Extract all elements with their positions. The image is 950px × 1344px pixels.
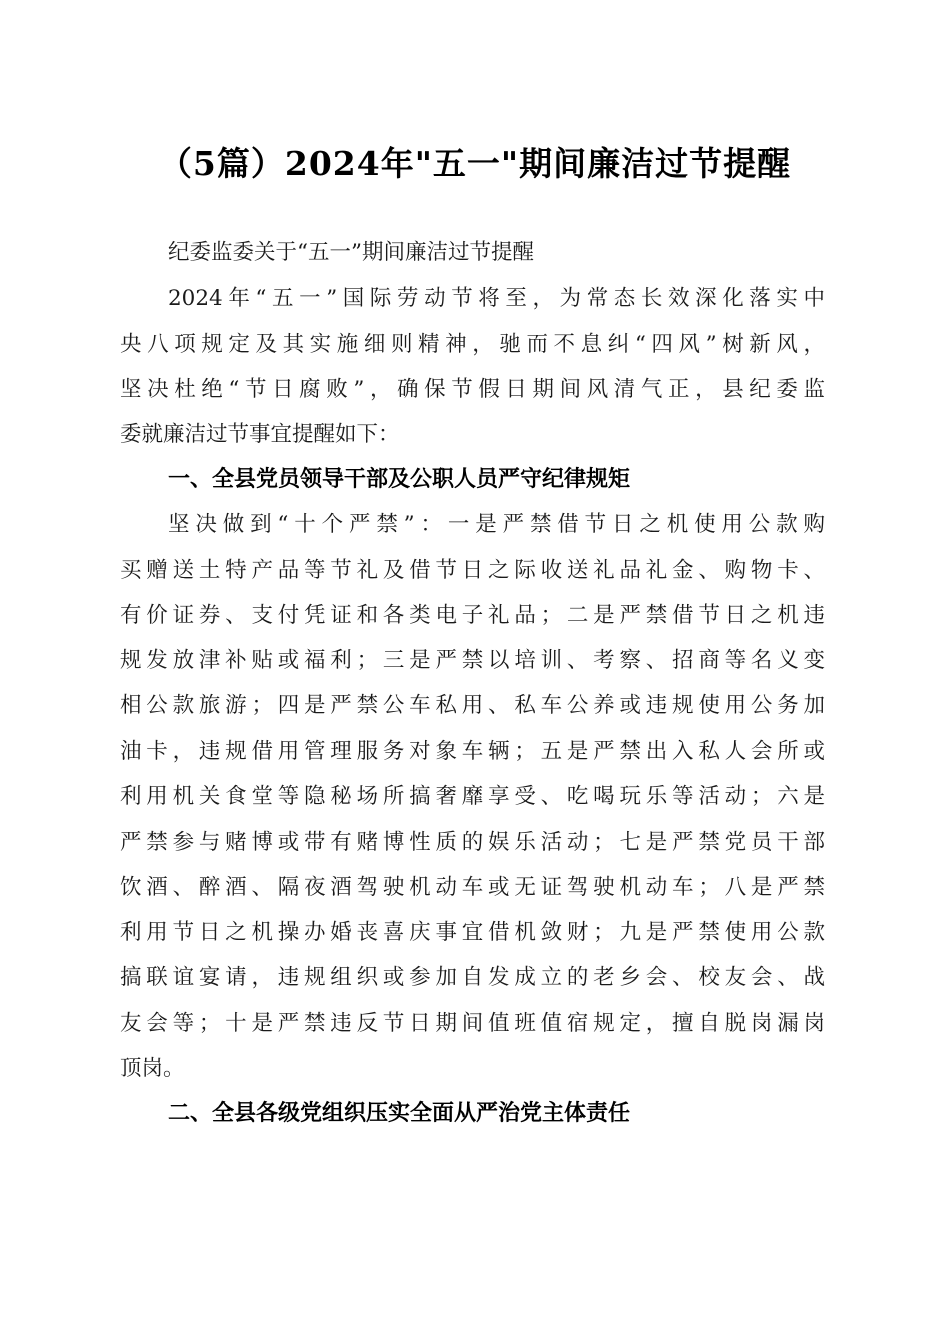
body-line: 严禁参与赌博或带有赌博性质的娱乐活动；七是严禁党员干部: [120, 830, 825, 855]
body-line: 坚决做到“十个严禁”：一是严禁借节日之机使用公款购: [168, 512, 825, 537]
body-line: 饮酒、醉酒、隔夜酒驾驶机动车或无证驾驶机动车；八是严禁: [120, 875, 825, 900]
body-line: 有价证券、支付凭证和各类电子礼品；二是严禁借节日之机违: [120, 603, 825, 628]
body-line: 搞联谊宴请，违规组织或参加自发成立的老乡会、校友会、战: [120, 965, 825, 990]
intro-line: 央八项规定及其实施细则精神，驰而不息纠“四风”树新风，: [120, 332, 825, 357]
section-heading-1: 一、全县党员领导干部及公职人员严守纪律规矩: [168, 467, 631, 492]
body-line: 顶岗。: [120, 1056, 185, 1081]
body-line: 利用节日之机操办婚丧喜庆事宜借机敛财；九是严禁使用公款: [120, 920, 825, 945]
intro-line: 2024年“五一”国际劳动节将至，为常态长效深化落实中: [168, 286, 825, 311]
body-line: 利用机关食堂等隐秘场所搞奢靡享受、吃喝玩乐等活动；六是: [120, 784, 825, 809]
body-line: 油卡，违规借用管理服务对象车辆；五是严禁出入私人会所或: [120, 739, 825, 764]
intro-line: 坚决杜绝“节日腐败”，确保节假日期间风清气正，县纪委监: [120, 377, 825, 402]
body-line: 友会等；十是严禁违反节日期间值班值宿规定，擅自脱岗漏岗: [120, 1011, 825, 1036]
section-heading-2: 二、全县各级党组织压实全面从严治党主体责任: [168, 1101, 631, 1126]
body-line: 买赠送土特产品等节礼及借节日之际收送礼品礼金、购物卡、: [120, 558, 825, 583]
body-line: 相公款旅游；四是严禁公车私用、私车公养或违规使用公务加: [120, 693, 825, 718]
document-title: （5篇）2024年"五一"期间廉洁过节提醒: [158, 144, 792, 183]
intro-line: 委就廉洁过节事宜提醒如下：: [120, 422, 400, 447]
subtitle: 纪委监委关于“五一”期间廉洁过节提醒: [168, 240, 534, 265]
body-line: 规发放津补贴或福利；三是严禁以培训、考察、招商等名义变: [120, 648, 825, 673]
